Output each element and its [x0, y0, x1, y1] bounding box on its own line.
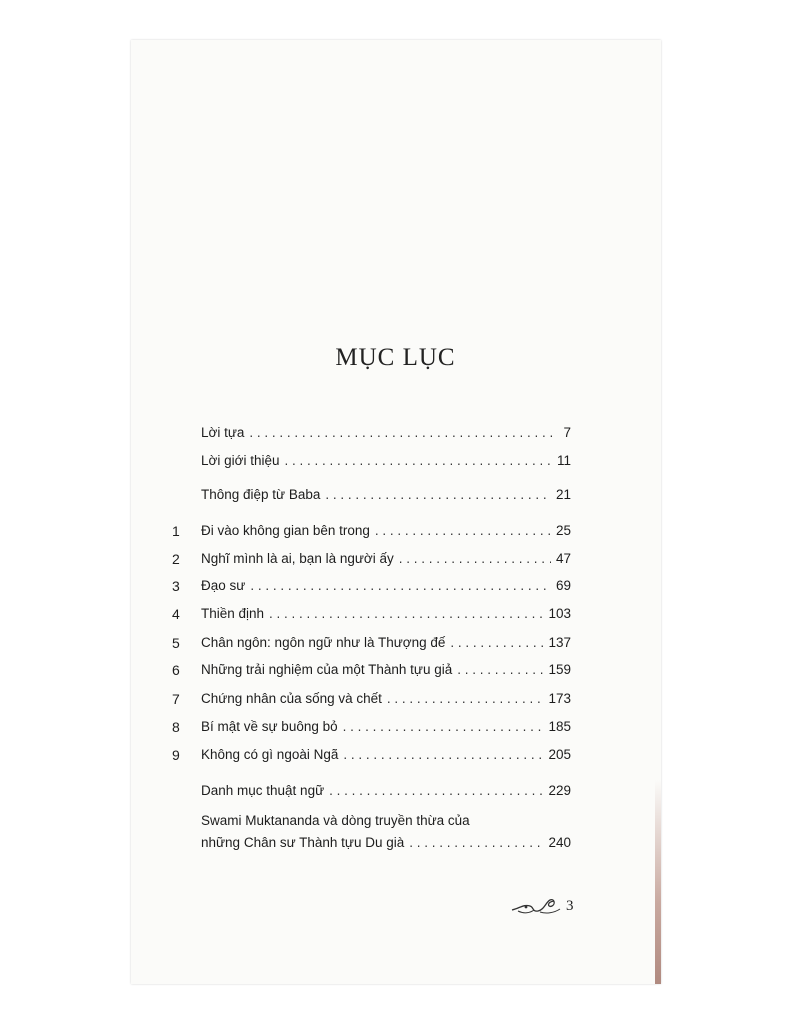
toc-entry [201, 548, 571, 570]
chapter-number: 5 [172, 635, 180, 651]
leader-dots [450, 632, 543, 654]
toc-entry-label: Đạo sư [201, 578, 246, 593]
toc-entry [201, 603, 571, 625]
toc-entry [201, 632, 571, 654]
toc-entry-label: Chứng nhân của sống và chết [201, 691, 382, 706]
toc-entry-page: 240 [548, 835, 571, 850]
toc-entry [201, 450, 571, 472]
toc-entry [201, 520, 571, 542]
toc-entry-label: Không có gì ngoài Ngã [201, 747, 339, 762]
leader-dots [343, 716, 544, 738]
leader-dots [457, 659, 543, 681]
toc-entry-label: Đi vào không gian bên trong [201, 523, 370, 538]
page-number: 3 [566, 898, 574, 914]
leader-dots [249, 422, 558, 444]
toc-entry-page: 11 [556, 453, 571, 468]
chapter-number: 4 [172, 606, 180, 622]
toc-entry-label: Thiền định [201, 606, 265, 621]
chapter-number: 3 [172, 578, 180, 594]
chapter-number: 8 [172, 719, 180, 735]
toc-entry-page: 229 [548, 783, 571, 798]
page-title: MỤC LỤC [335, 344, 456, 371]
leader-dots [250, 575, 551, 597]
toc-entry-page: 7 [563, 425, 571, 440]
toc-entry [201, 659, 571, 681]
toc-entry-label: Lời giới thiệu [201, 453, 280, 468]
toc-entry-page: 205 [548, 747, 571, 762]
leader-dots [285, 450, 552, 472]
leader-dots [375, 520, 551, 542]
toc-entry-label: Lời tựa [201, 425, 245, 440]
toc-entry-page: 21 [555, 487, 571, 502]
toc-entry [201, 780, 571, 802]
toc-entry-label-line2: những Chân sư Thành tựu Du già [201, 835, 405, 850]
chapter-number: 1 [172, 523, 180, 539]
toc-entry-page: 47 [555, 551, 571, 566]
toc-entry [201, 744, 571, 766]
toc-entry [201, 484, 571, 506]
chapter-number: 2 [172, 551, 180, 567]
chapter-number: 7 [172, 691, 180, 707]
leader-dots [387, 688, 544, 710]
flourish-ornament-icon [510, 892, 562, 918]
toc-entry-label: Danh mục thuật ngữ [201, 783, 325, 798]
toc-entry [201, 810, 571, 854]
toc-entry [201, 575, 571, 597]
leader-dots [399, 548, 551, 570]
leader-dots [409, 832, 543, 854]
toc-entry [201, 716, 571, 738]
leader-dots [269, 603, 543, 625]
toc-entry-page: 137 [548, 635, 571, 650]
toc-entry-page: 173 [548, 691, 571, 706]
toc-entry-label: Bí mật về sự buông bỏ [201, 719, 338, 734]
toc-entry [201, 688, 571, 710]
toc-entry-label: Những trải nghiệm của một Thành tựu giả [201, 662, 453, 677]
toc-entry-label-line1: Swami Muktananda và dòng truyền thừa của [201, 813, 470, 828]
toc-entry-page: 159 [548, 662, 571, 677]
leader-dots [325, 484, 551, 506]
leader-dots [329, 780, 543, 802]
toc-entry-label: Chân ngôn: ngôn ngữ như là Thượng đế [201, 635, 446, 650]
toc-entry [201, 422, 571, 444]
leader-dots [343, 744, 543, 766]
toc-entry-page: 185 [548, 719, 571, 734]
toc-entry-label: Thông điệp từ Baba [201, 487, 321, 502]
toc-entry-label: Nghĩ mình là ai, bạn là người ấy [201, 551, 394, 566]
chapter-number: 6 [172, 662, 180, 678]
toc-entry-page: 69 [555, 578, 571, 593]
chapter-number: 9 [172, 747, 180, 763]
toc-entry-page: 103 [548, 606, 571, 621]
toc-entry-page: 25 [555, 523, 571, 538]
